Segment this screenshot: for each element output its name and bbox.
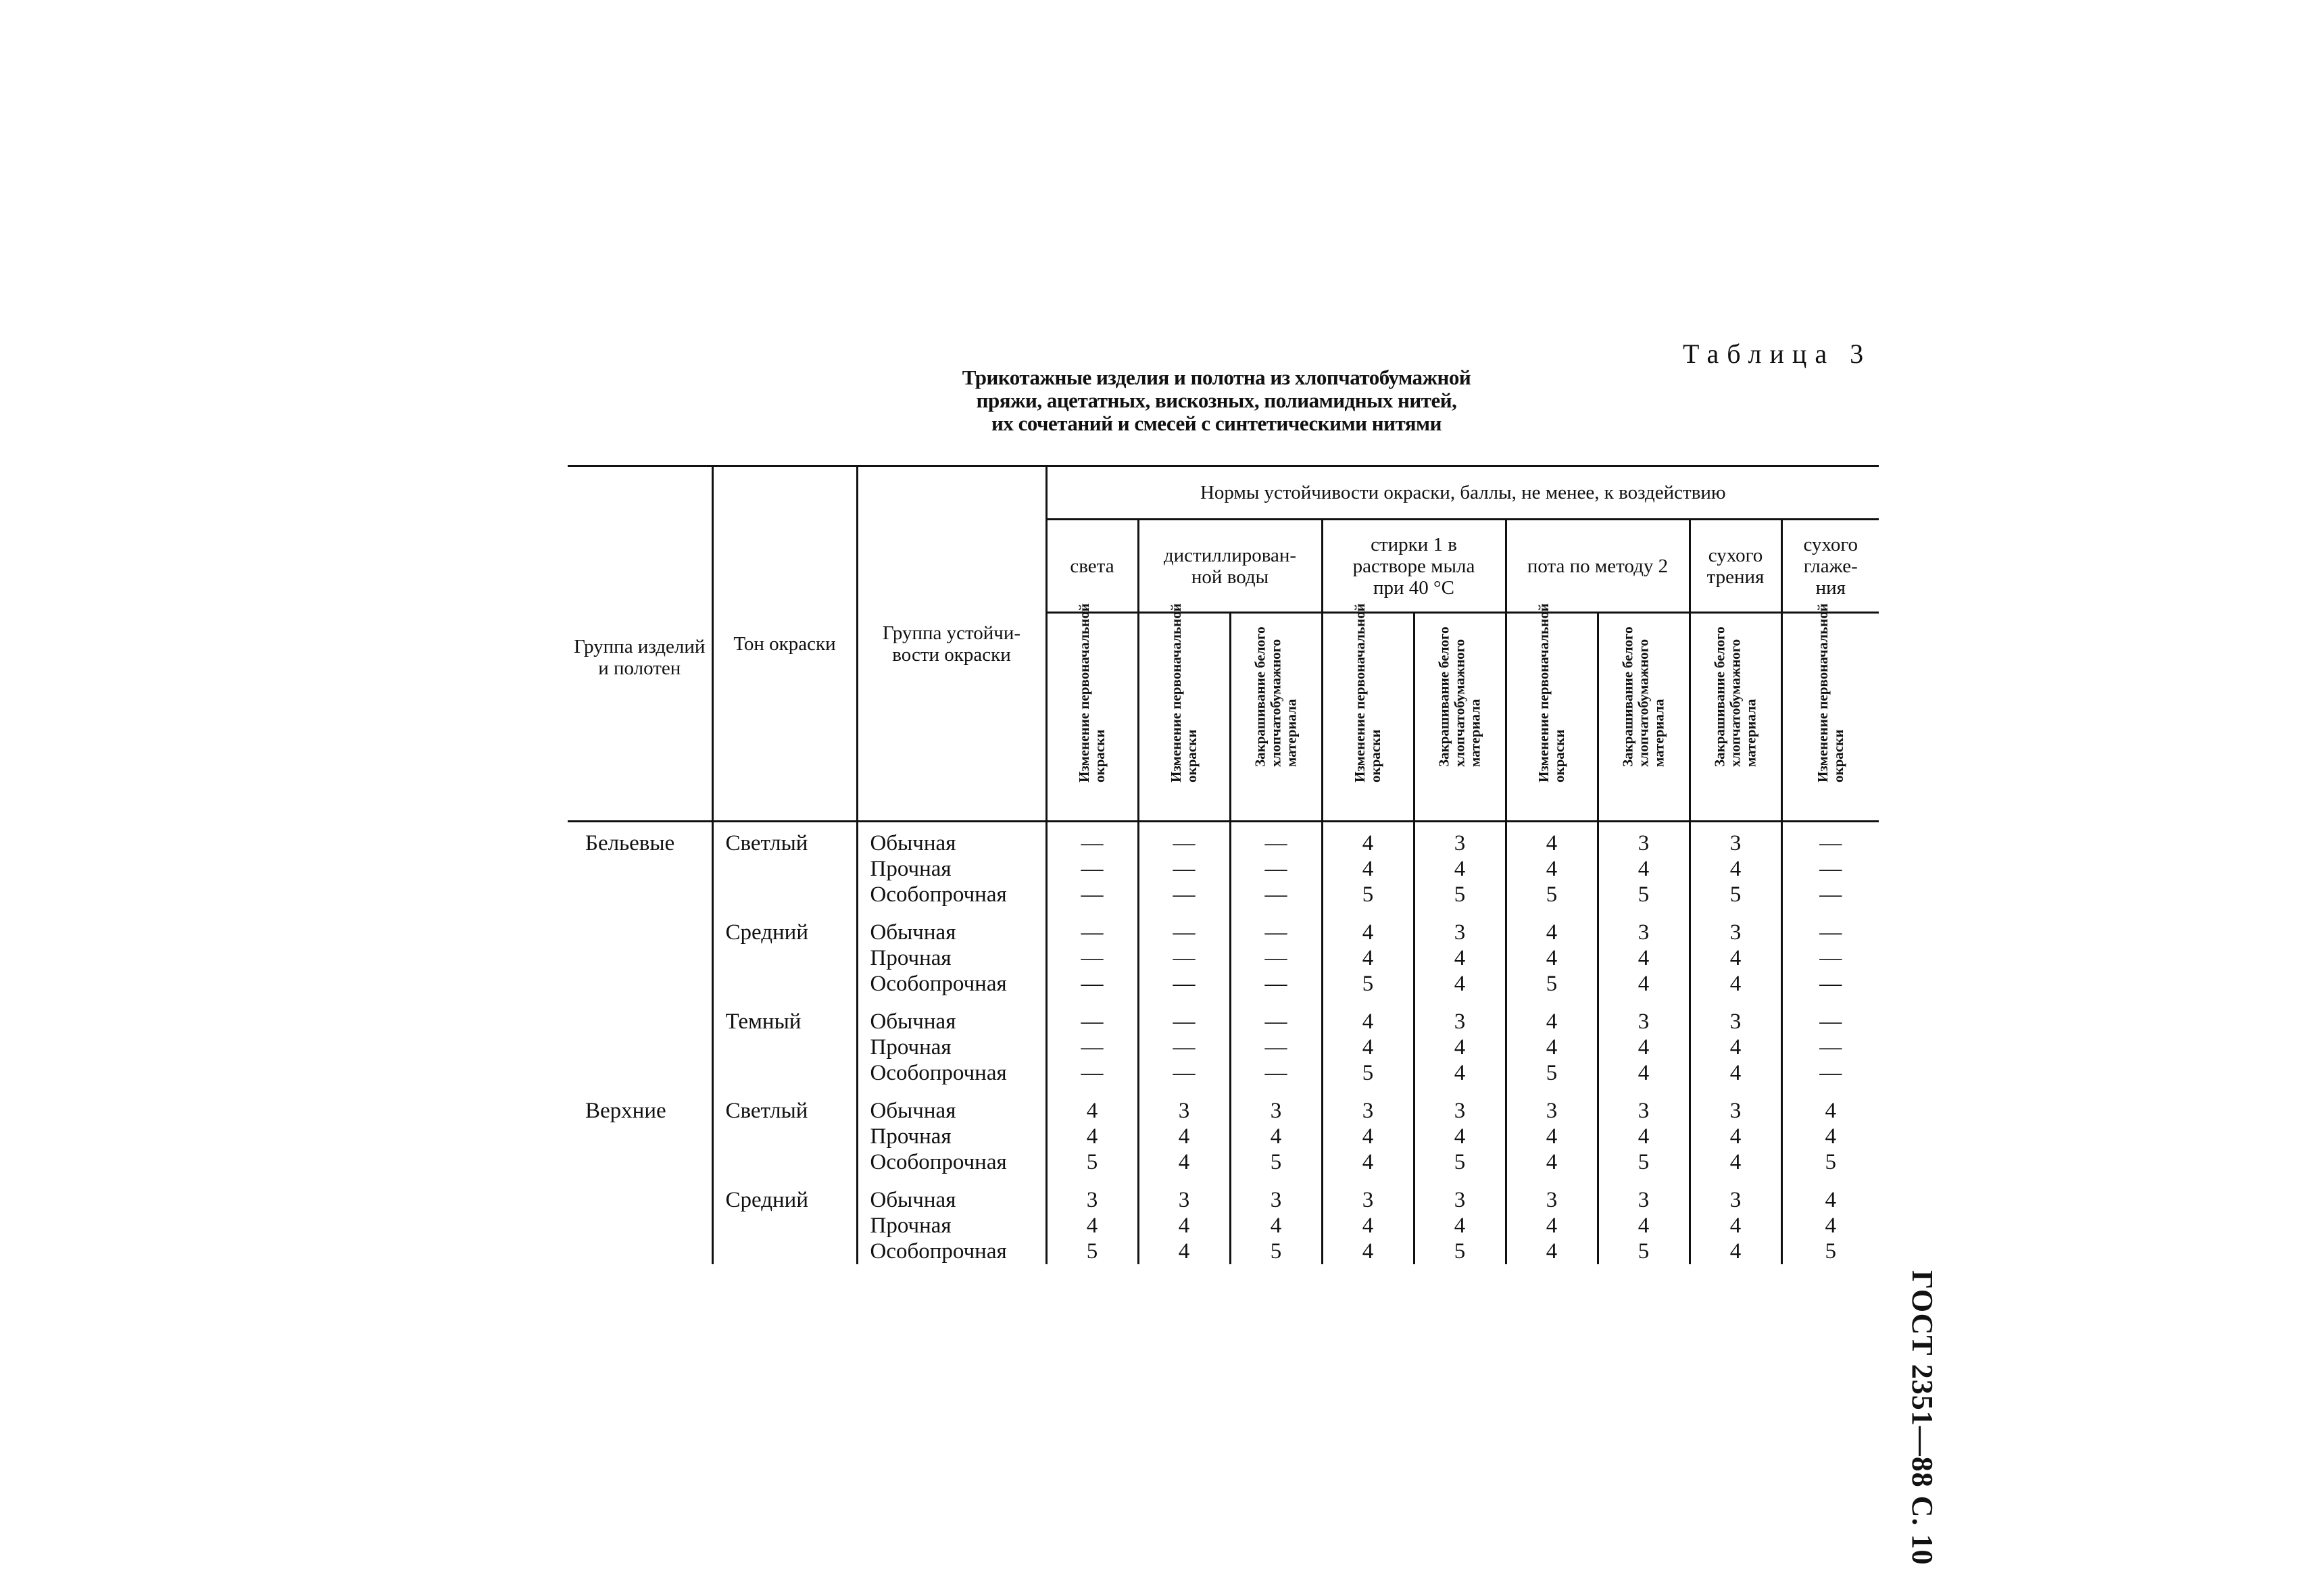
cell-value: 3 bbox=[1506, 1187, 1598, 1213]
cell-tone: Светлый bbox=[712, 1098, 857, 1124]
cell-stability: Обычная bbox=[857, 822, 1046, 857]
cell-value: — bbox=[1138, 945, 1230, 971]
cell-value: 4 bbox=[1414, 1034, 1506, 1060]
table-body bbox=[568, 822, 1879, 1265]
caption-line: их сочетаний и смесей с синтетическими нитями bbox=[991, 412, 1442, 435]
cell-value: 4 bbox=[1414, 945, 1506, 971]
cell-tone bbox=[712, 1149, 857, 1175]
cell-value: 3 bbox=[1322, 1098, 1414, 1124]
cell-value: 4 bbox=[1690, 1149, 1781, 1175]
table-row bbox=[568, 1213, 1879, 1239]
cell-tone bbox=[712, 1124, 857, 1149]
cell-value: — bbox=[1230, 882, 1322, 907]
cell-value: 5 bbox=[1046, 1149, 1138, 1175]
cell-group bbox=[568, 1239, 712, 1264]
cell-value: 4 bbox=[1781, 1213, 1879, 1239]
cell-value: 3 bbox=[1598, 920, 1690, 945]
cell-tone bbox=[712, 856, 857, 882]
cell-value: 5 bbox=[1414, 1239, 1506, 1264]
cell-value: 4 bbox=[1322, 856, 1414, 882]
cell-value: 4 bbox=[1781, 1124, 1879, 1149]
cell-value: 4 bbox=[1598, 1124, 1690, 1149]
cell-group bbox=[568, 1034, 712, 1060]
cell-value: 4 bbox=[1598, 945, 1690, 971]
caption-line: Трикотажные изделия и полотна из хлопчатобумажной bbox=[962, 366, 1471, 389]
cell-value: 4 bbox=[1506, 1124, 1598, 1149]
cell-group bbox=[568, 920, 712, 945]
cell-group bbox=[568, 971, 712, 997]
cell-value: — bbox=[1781, 1034, 1879, 1060]
header-sub bbox=[1781, 603, 1879, 822]
cell-value: 4 bbox=[1138, 1239, 1230, 1264]
cell-tone bbox=[712, 971, 857, 997]
cell-value: — bbox=[1046, 882, 1138, 907]
table-caption bbox=[879, 366, 1554, 435]
cell-value: 3 bbox=[1690, 1009, 1781, 1034]
cell-value: 4 bbox=[1322, 1034, 1414, 1060]
cell-value: 3 bbox=[1414, 822, 1506, 857]
cell-value: 3 bbox=[1690, 1187, 1781, 1213]
cell-value: 3 bbox=[1414, 1187, 1506, 1213]
header-group: Группа изделий и полотен bbox=[568, 466, 712, 822]
cell-value: 4 bbox=[1506, 856, 1598, 882]
cell-stability: Особопрочная bbox=[857, 971, 1046, 997]
header-sub bbox=[1046, 603, 1138, 822]
header-sub-text: Изменение первоначальной окраски bbox=[1076, 603, 1108, 782]
header-tone: Тон окраски bbox=[712, 466, 857, 822]
cell-value: 4 bbox=[1322, 945, 1414, 971]
cell-value: 5 bbox=[1598, 882, 1690, 907]
cell-value: — bbox=[1230, 971, 1322, 997]
cell-value: 5 bbox=[1506, 971, 1598, 997]
header-norms: Нормы устойчивости окраски, баллы, не менее, к воздействию bbox=[1046, 466, 1879, 520]
table-row bbox=[568, 1098, 1879, 1124]
cell-value: — bbox=[1781, 1060, 1879, 1086]
cell-tone bbox=[712, 1213, 857, 1239]
cell-tone bbox=[712, 1060, 857, 1086]
cell-value: — bbox=[1230, 1009, 1322, 1034]
group-separator bbox=[568, 907, 1879, 920]
cell-value: 3 bbox=[1230, 1187, 1322, 1213]
cell-tone bbox=[712, 945, 857, 971]
cell-value: 4 bbox=[1690, 1239, 1781, 1264]
cell-value: 3 bbox=[1690, 822, 1781, 857]
cell-value: 3 bbox=[1414, 920, 1506, 945]
cell-value: 4 bbox=[1322, 1213, 1414, 1239]
cell-value: — bbox=[1138, 882, 1230, 907]
cell-value: 5 bbox=[1690, 882, 1781, 907]
cell-value: 4 bbox=[1322, 1009, 1414, 1034]
cell-value: — bbox=[1046, 856, 1138, 882]
cell-value: 4 bbox=[1230, 1124, 1322, 1149]
cell-value: 4 bbox=[1781, 1187, 1879, 1213]
cell-value: 4 bbox=[1506, 822, 1598, 857]
header-category-dry-rub: сухого трения bbox=[1690, 520, 1781, 613]
cell-value: 4 bbox=[1230, 1213, 1322, 1239]
table-row bbox=[568, 945, 1879, 971]
cell-value: — bbox=[1230, 920, 1322, 945]
header-category-ironing: сухого глаже-ния bbox=[1781, 520, 1879, 613]
cell-value: 5 bbox=[1781, 1149, 1879, 1175]
cell-value: — bbox=[1138, 1034, 1230, 1060]
header-sub bbox=[1690, 613, 1781, 822]
cell-value: — bbox=[1046, 1009, 1138, 1034]
cell-value: 5 bbox=[1230, 1149, 1322, 1175]
cell-tone bbox=[712, 1239, 857, 1264]
header-sub-text: Изменение первоначальной окраски bbox=[1535, 603, 1567, 782]
table-row bbox=[568, 1149, 1879, 1175]
table-row bbox=[568, 920, 1879, 945]
cell-value: 3 bbox=[1690, 920, 1781, 945]
cell-tone bbox=[712, 882, 857, 907]
cell-value: 5 bbox=[1322, 882, 1414, 907]
cell-value: 4 bbox=[1414, 1060, 1506, 1086]
cell-value: 5 bbox=[1598, 1239, 1690, 1264]
cell-value: 4 bbox=[1322, 1124, 1414, 1149]
header-sub bbox=[1506, 603, 1598, 822]
cell-stability: Прочная bbox=[857, 945, 1046, 971]
table-row bbox=[568, 1124, 1879, 1149]
cell-stability: Особопрочная bbox=[857, 882, 1046, 907]
table-row bbox=[568, 822, 1879, 857]
cell-value: — bbox=[1781, 882, 1879, 907]
cell-value: 4 bbox=[1138, 1213, 1230, 1239]
cell-value: — bbox=[1046, 945, 1138, 971]
document-reference: ГОСТ 2351—88 С. 10 bbox=[1906, 1270, 1939, 1566]
header-category-sweat: пота по методу 2 bbox=[1506, 520, 1690, 613]
header-sub-text: Изменение первоначальной окраски bbox=[1168, 603, 1200, 782]
group-separator bbox=[568, 1175, 1879, 1187]
cell-value: — bbox=[1230, 945, 1322, 971]
header-sub-text: Изменение первоначальной окраски bbox=[1352, 603, 1383, 782]
cell-value: 4 bbox=[1414, 856, 1506, 882]
table-row bbox=[568, 1060, 1879, 1086]
cell-stability: Прочная bbox=[857, 1213, 1046, 1239]
cell-value: — bbox=[1046, 822, 1138, 857]
cell-value: 4 bbox=[1690, 856, 1781, 882]
cell-value: — bbox=[1138, 971, 1230, 997]
table-row bbox=[568, 1009, 1879, 1034]
cell-value: 5 bbox=[1322, 971, 1414, 997]
cell-group bbox=[568, 1009, 712, 1034]
cell-stability: Прочная bbox=[857, 1124, 1046, 1149]
cell-value: 3 bbox=[1598, 1009, 1690, 1034]
cell-value: 4 bbox=[1506, 1034, 1598, 1060]
cell-value: 5 bbox=[1322, 1060, 1414, 1086]
table-row bbox=[568, 1034, 1879, 1060]
cell-value: 3 bbox=[1598, 1187, 1690, 1213]
header-sub bbox=[1598, 613, 1690, 822]
cell-value: 4 bbox=[1690, 1213, 1781, 1239]
header-sub-text: Закрашивание белого хлопчатобумажного материала bbox=[1435, 626, 1483, 767]
header-sub bbox=[1230, 613, 1322, 822]
cell-value: 4 bbox=[1506, 1239, 1598, 1264]
cell-value: 3 bbox=[1046, 1187, 1138, 1213]
header-sub-text: Закрашивание белого хлопчатобумажного материала bbox=[1711, 626, 1759, 767]
cell-value: 3 bbox=[1230, 1098, 1322, 1124]
cell-value: — bbox=[1230, 1034, 1322, 1060]
cell-value: 3 bbox=[1506, 1098, 1598, 1124]
cell-value: 4 bbox=[1046, 1098, 1138, 1124]
cell-stability: Обычная bbox=[857, 1187, 1046, 1213]
cell-value: 4 bbox=[1690, 1034, 1781, 1060]
group-separator bbox=[568, 997, 1879, 1009]
cell-stability: Особопрочная bbox=[857, 1060, 1046, 1086]
cell-value: 4 bbox=[1690, 1124, 1781, 1149]
cell-group bbox=[568, 1213, 712, 1239]
cell-value: — bbox=[1781, 822, 1879, 857]
cell-stability: Обычная bbox=[857, 920, 1046, 945]
cell-value: 4 bbox=[1322, 920, 1414, 945]
caption-line: пряжи, ацетатных, вискозных, полиамидных нитей, bbox=[976, 389, 1457, 412]
cell-value: 4 bbox=[1506, 1009, 1598, 1034]
cell-value: 4 bbox=[1046, 1213, 1138, 1239]
table-row bbox=[568, 1239, 1879, 1264]
header-sub-text: Закрашивание белого хлопчатобумажного материала bbox=[1619, 626, 1667, 767]
cell-stability: Прочная bbox=[857, 856, 1046, 882]
cell-value: 4 bbox=[1138, 1124, 1230, 1149]
cell-value: 3 bbox=[1414, 1098, 1506, 1124]
cell-stability: Обычная bbox=[857, 1009, 1046, 1034]
header-category-water: дистиллирован-ной воды bbox=[1138, 520, 1322, 613]
cell-value: — bbox=[1138, 920, 1230, 945]
cell-value: 5 bbox=[1506, 1060, 1598, 1086]
cell-value: 4 bbox=[1690, 945, 1781, 971]
cell-value: 4 bbox=[1414, 1213, 1506, 1239]
cell-value: 5 bbox=[1230, 1239, 1322, 1264]
cell-value: 4 bbox=[1506, 1213, 1598, 1239]
cell-value: 3 bbox=[1690, 1098, 1781, 1124]
cell-value: 4 bbox=[1598, 856, 1690, 882]
cell-value: 5 bbox=[1414, 1149, 1506, 1175]
cell-stability: Обычная bbox=[857, 1098, 1046, 1124]
cell-group bbox=[568, 856, 712, 882]
cell-value: — bbox=[1046, 1034, 1138, 1060]
cell-value: 4 bbox=[1506, 920, 1598, 945]
cell-stability: Особопрочная bbox=[857, 1149, 1046, 1175]
cell-value: 3 bbox=[1598, 1098, 1690, 1124]
cell-value: 4 bbox=[1414, 971, 1506, 997]
cell-value: — bbox=[1138, 1060, 1230, 1086]
cell-value: 4 bbox=[1506, 1149, 1598, 1175]
cell-group bbox=[568, 1187, 712, 1213]
cell-value: — bbox=[1138, 822, 1230, 857]
cell-value: 3 bbox=[1598, 822, 1690, 857]
group-separator bbox=[568, 1086, 1879, 1098]
cell-value: 4 bbox=[1138, 1149, 1230, 1175]
table-row bbox=[568, 882, 1879, 907]
cell-value: 4 bbox=[1690, 971, 1781, 997]
cell-group bbox=[568, 1149, 712, 1175]
cell-tone bbox=[712, 1034, 857, 1060]
table-row bbox=[568, 856, 1879, 882]
cell-value: — bbox=[1046, 1060, 1138, 1086]
cell-value: — bbox=[1781, 920, 1879, 945]
cell-group bbox=[568, 1124, 712, 1149]
cell-value: — bbox=[1138, 1009, 1230, 1034]
cell-value: 3 bbox=[1138, 1187, 1230, 1213]
cell-value: 5 bbox=[1414, 882, 1506, 907]
cell-value: 5 bbox=[1046, 1239, 1138, 1264]
cell-value: 4 bbox=[1046, 1124, 1138, 1149]
cell-tone: Темный bbox=[712, 1009, 857, 1034]
cell-value: 3 bbox=[1414, 1009, 1506, 1034]
cell-value: — bbox=[1046, 920, 1138, 945]
cell-tone: Светлый bbox=[712, 822, 857, 857]
cell-value: 4 bbox=[1322, 822, 1414, 857]
cell-value: — bbox=[1230, 856, 1322, 882]
table-number: Таблица 3 bbox=[1683, 339, 1872, 369]
cell-value: 4 bbox=[1322, 1239, 1414, 1264]
header-sub bbox=[1138, 603, 1230, 822]
header-sub-text: Изменение первоначальной окраски bbox=[1814, 603, 1846, 782]
cell-value: 4 bbox=[1690, 1060, 1781, 1086]
table-row bbox=[568, 971, 1879, 997]
cell-value: 4 bbox=[1322, 1149, 1414, 1175]
cell-value: — bbox=[1046, 971, 1138, 997]
header-sub-text: Закрашивание белого хлопчатобумажного материала bbox=[1252, 626, 1300, 767]
header-sub bbox=[1414, 613, 1506, 822]
cell-stability: Прочная bbox=[857, 1034, 1046, 1060]
header-category-light: света bbox=[1046, 520, 1138, 613]
cell-value: 3 bbox=[1138, 1098, 1230, 1124]
cell-group bbox=[568, 945, 712, 971]
cell-value: — bbox=[1230, 822, 1322, 857]
cell-value: 4 bbox=[1598, 1060, 1690, 1086]
cell-group: Бельевые bbox=[585, 831, 675, 855]
cell-value: 4 bbox=[1781, 1098, 1879, 1124]
cell-value: — bbox=[1138, 856, 1230, 882]
cell-tone: Средний bbox=[712, 1187, 857, 1213]
cell-value: 4 bbox=[1598, 971, 1690, 997]
cell-group: Верхние bbox=[585, 1099, 666, 1123]
cell-value: — bbox=[1230, 1060, 1322, 1086]
cell-value: 4 bbox=[1598, 1034, 1690, 1060]
cell-tone: Средний bbox=[712, 920, 857, 945]
cell-value: 4 bbox=[1598, 1213, 1690, 1239]
cell-value: — bbox=[1781, 1009, 1879, 1034]
cell-value: 5 bbox=[1506, 882, 1598, 907]
cell-value: — bbox=[1781, 971, 1879, 997]
header-sub bbox=[1322, 603, 1414, 822]
cell-value: — bbox=[1781, 945, 1879, 971]
table-row bbox=[568, 1187, 1879, 1213]
cell-value: 4 bbox=[1506, 945, 1598, 971]
cell-stability: Особопрочная bbox=[857, 1239, 1046, 1264]
cell-value: 3 bbox=[1322, 1187, 1414, 1213]
cell-value: — bbox=[1781, 856, 1879, 882]
header-category-wash: стирки 1 в растворе мыла при 40 °С bbox=[1322, 520, 1506, 613]
cell-group bbox=[568, 882, 712, 907]
cell-value: 4 bbox=[1414, 1124, 1506, 1149]
fastness-table bbox=[568, 465, 1879, 1264]
cell-value: 5 bbox=[1781, 1239, 1879, 1264]
cell-value: 5 bbox=[1598, 1149, 1690, 1175]
cell-group bbox=[568, 1060, 712, 1086]
header-stability-group: Группа устойчи-вости окраски bbox=[857, 466, 1046, 822]
